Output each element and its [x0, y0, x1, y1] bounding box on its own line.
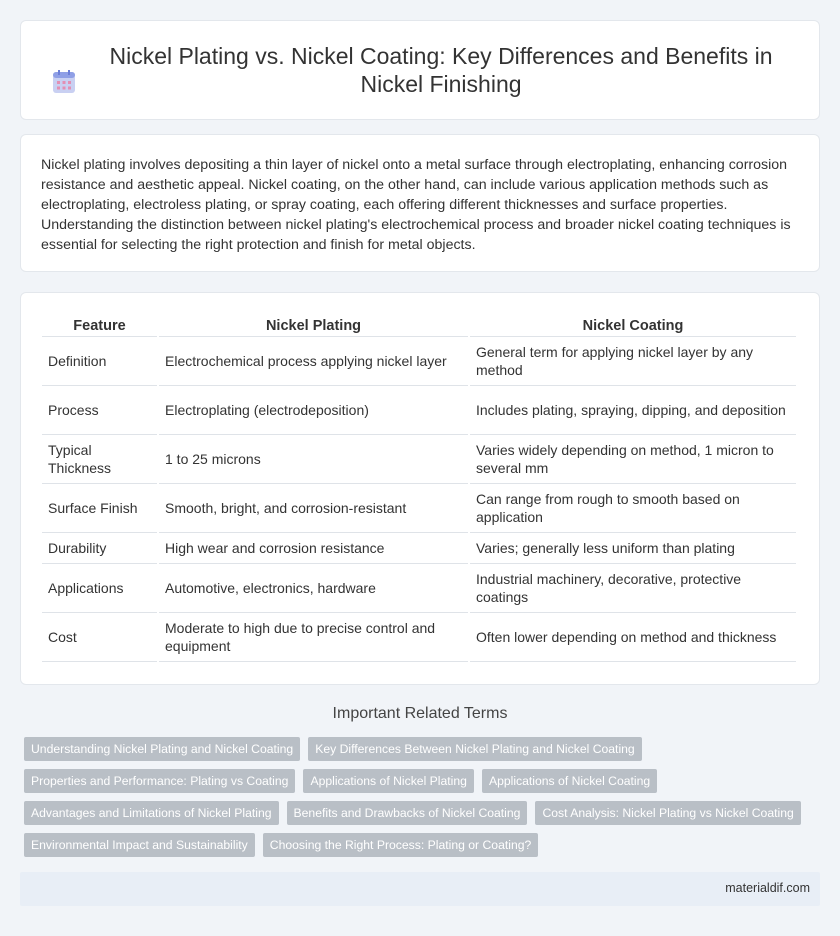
row-plating: Automotive, electronics, hardware — [159, 564, 468, 613]
row-feature: Definition — [42, 337, 157, 386]
row-plating: Electroplating (electrodeposition) — [159, 386, 468, 435]
related-terms-list — [24, 737, 824, 865]
row-coating: Often lower depending on method and thickness — [470, 613, 796, 662]
related-term-tag[interactable]: Applications of Nickel Coating — [482, 769, 657, 793]
related-term-tag[interactable]: Understanding Nickel Plating and Nickel Coating — [24, 737, 300, 761]
related-term-tag[interactable]: Choosing the Right Process: Plating or Coating? — [263, 833, 539, 857]
intro-card — [20, 134, 820, 272]
row-feature: Durability — [42, 533, 157, 564]
related-term-tag[interactable]: Benefits and Drawbacks of Nickel Coating — [287, 801, 528, 825]
comparison-table-card — [20, 292, 820, 685]
intro-paragraph: Nickel plating involves depositing a thin layer of nickel onto a metal surface through electroplating, enhancing corrosion resistance and aesthetic appeal. Nickel coating, on the other hand, can include various application methods such as electroplating, electroless plating, or spray coating, each offering different thicknesses and surface properties. Understanding the distinction between nickel plating's electrochemical process and broader nickel coating techniques is essential for selecting the right protection and finish for metal objects. — [41, 157, 791, 253]
header-nickel-plating: Nickel Plating — [159, 309, 468, 337]
related-terms-heading: Important Related Terms — [332, 705, 508, 722]
row-feature: Cost — [42, 613, 157, 662]
footer-site-link[interactable]: materialdif.com — [725, 881, 810, 895]
table-row — [42, 484, 796, 533]
related-term-tag[interactable]: Key Differences Between Nickel Plating and Nickel Coating — [308, 737, 642, 761]
related-term-tag[interactable]: Environmental Impact and Sustainability — [24, 833, 255, 857]
row-feature: Applications — [42, 564, 157, 613]
header-feature: Feature — [42, 309, 157, 337]
related-term-tag[interactable]: Properties and Performance: Plating vs Coating — [24, 769, 295, 793]
row-plating: 1 to 25 microns — [159, 435, 468, 484]
related-term-tag[interactable]: Cost Analysis: Nickel Plating vs Nickel Coating — [535, 801, 800, 825]
table-row — [42, 533, 796, 564]
row-feature: Process — [42, 386, 157, 435]
row-coating: Varies; generally less uniform than plating — [470, 533, 796, 564]
header-nickel-coating: Nickel Coating — [470, 309, 796, 337]
row-plating: High wear and corrosion resistance — [159, 533, 468, 564]
table-header-row — [42, 309, 796, 337]
title-card — [20, 20, 820, 120]
table-row — [42, 613, 796, 662]
related-term-tag[interactable]: Advantages and Limitations of Nickel Plating — [24, 801, 279, 825]
table-row — [42, 337, 796, 386]
row-coating: Can range from rough to smooth based on application — [470, 484, 796, 533]
row-plating: Moderate to high due to precise control and equipment — [159, 613, 468, 662]
footer — [20, 872, 820, 906]
calendar-icon — [50, 68, 78, 96]
page-title: Nickel Plating vs. Nickel Coating: Key Differences and Benefits in Nickel Finishing — [109, 43, 773, 97]
row-feature: Surface Finish — [42, 484, 157, 533]
table-row — [42, 435, 796, 484]
row-coating: General term for applying nickel layer by any method — [470, 337, 796, 386]
row-plating: Smooth, bright, and corrosion-resistant — [159, 484, 468, 533]
row-coating: Industrial machinery, decorative, protective coatings — [470, 564, 796, 613]
table-row — [42, 564, 796, 613]
related-term-tag[interactable]: Applications of Nickel Plating — [303, 769, 474, 793]
row-coating: Varies widely depending on method, 1 micron to several mm — [470, 435, 796, 484]
row-plating: Electrochemical process applying nickel layer — [159, 337, 468, 386]
row-feature: Typical Thickness — [42, 435, 157, 484]
table-row — [42, 386, 796, 435]
comparison-table — [40, 309, 798, 662]
row-coating: Includes plating, spraying, dipping, and deposition — [470, 386, 796, 435]
